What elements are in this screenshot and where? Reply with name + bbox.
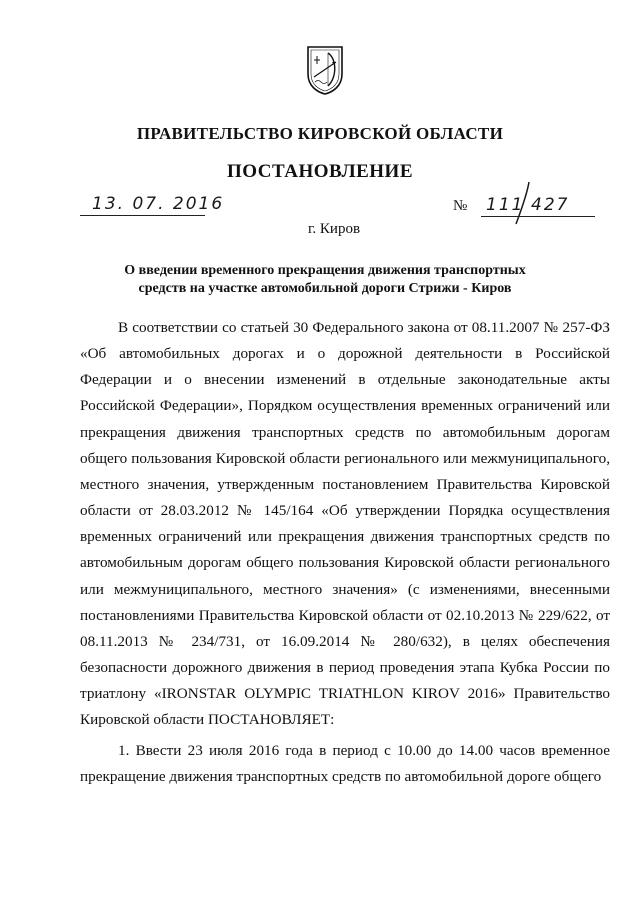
number-slash-mark	[513, 180, 533, 226]
body-paragraph-2: 1. Ввести 23 июля 2016 года в период с 10.00 до 14.00 часов временное прекращение движения транспортных средств по автомобильной дороге общего	[80, 741, 610, 785]
date-underline	[80, 215, 205, 216]
document-type-title: ПОСТАНОВЛЕНИЕ	[226, 161, 414, 182]
document-body	[80, 315, 610, 790]
number-label: №	[453, 198, 468, 214]
number-underline	[481, 216, 595, 217]
number-part-2: 427	[531, 195, 570, 215]
document-subject	[95, 262, 555, 298]
body-paragraph-1: В соответствии со статьей 30 Федерального закона от 08.11.2007 № 257-ФЗ «Об автомобильных дорогах и о дорожной деятельности в Российской Федерации и о внесении изменений в отдельные законодательные акты Российской Федерации», Порядком осуществления временных ограничений или прекращения движения транспортных средств по автомобильным дорогам общего пользования Кировской области регионального или межмуниципального, местного значения, утвержденным постановлением Правительства Кировской области от 28.03.2012 № 145/164 «Об утверждении Порядка осуществления временных ограничений или прекращения движения транспортных средств по автомобильным дорогам общего пользования Кировской области регионального или межмуниципального, местного значения» (с изменениями, внесенными постановлениями Правительства Кировской области от 02.10.2013 № 229/622, от 08.11.2013 № 234/731, от 16.09.2014 № 280/632), в целях обеспечения безопасности дорожного движения в период проведения этапа Кубка России по триатлону «IRONSTAR OLYMPIC TRIATHLON KIROV 2016» Правительство Кировской области ПОСТАНОВЛЯЕТ:	[80, 319, 610, 729]
date-value: 13. 07. 2016	[92, 194, 225, 214]
city-label: г. Киров	[307, 221, 361, 237]
subject-line-2: средств на участке автомобильной дороги Стрижи - Киров	[138, 281, 512, 296]
document-date	[80, 191, 225, 221]
coat-of-arms-icon	[305, 44, 345, 96]
number-part-1: 111	[486, 195, 525, 215]
government-title: ПРАВИТЕЛЬСТВО КИРОВСКОЙ ОБЛАСТИ	[136, 124, 504, 143]
subject-line-1: О введении временного прекращения движения транспортных	[124, 263, 526, 278]
